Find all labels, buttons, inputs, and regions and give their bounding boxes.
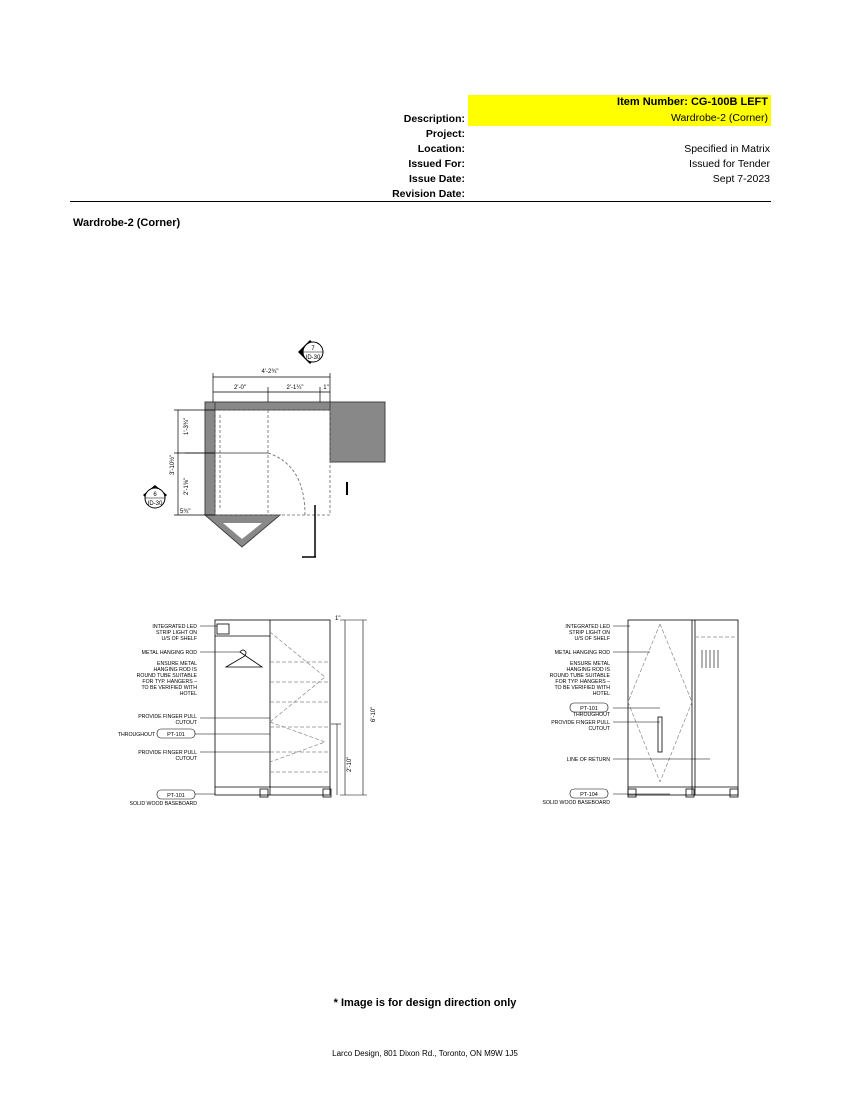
elevation-left-drawing bbox=[105, 612, 390, 812]
footer-address: Larco Design, 801 Dixon Rd., Toronto, ON M9W 1J5 bbox=[332, 1049, 518, 1058]
plan-dim-v-overall: 3'-10½" bbox=[170, 454, 176, 475]
location-value: Specified in Matrix bbox=[684, 143, 770, 155]
section-title: Wardrobe-2 (Corner) bbox=[73, 217, 181, 229]
elev-left-note: STRIP LIGHT ON bbox=[155, 630, 197, 636]
elev-left-tag-1 bbox=[157, 729, 195, 738]
elev-right-note: CUTOUT bbox=[588, 726, 610, 732]
elev-left-note: THROUGHOUT bbox=[117, 732, 155, 738]
elev-left-note: ENSURE METAL bbox=[157, 661, 197, 667]
elev-left-note: ROUND TUBE SUITABLE bbox=[136, 673, 197, 679]
elev-right-tag-text: PT-104 bbox=[580, 792, 598, 798]
marker6-num: 6 bbox=[153, 492, 157, 498]
elev-left-note: INTEGRATED LED bbox=[152, 624, 197, 630]
description-value: Wardrobe-2 (Corner) bbox=[468, 111, 771, 126]
elev-left-note: TO BE VERIFIED WITH bbox=[141, 685, 197, 691]
plan-counter bbox=[205, 402, 332, 410]
header-divider bbox=[70, 201, 771, 202]
elev-right-note: SOLID WOOD BASEBOARD bbox=[542, 800, 610, 806]
elevation-right-drawing bbox=[520, 612, 750, 812]
design-direction-note: * Image is for design direction only bbox=[333, 997, 517, 1009]
marker6-ref: ID-30 bbox=[147, 501, 163, 507]
plan-dim-right: 1" bbox=[323, 385, 329, 391]
section-marker-6 bbox=[143, 485, 167, 508]
elev-right-note: ENSURE METAL bbox=[570, 661, 610, 667]
elev-left-dim-drawer: 2'-10" bbox=[347, 756, 353, 772]
issue-date-label: Issue Date: bbox=[408, 173, 465, 185]
plan-dim-v-mid: 2'-1⅝" bbox=[184, 478, 190, 495]
plan-side-block bbox=[330, 402, 385, 462]
elev-left-note: FOR TYP. HANGERS – bbox=[142, 679, 197, 685]
elev-right-note: FOR TYP. HANGERS – bbox=[555, 679, 610, 685]
elev-left-note: HANGING ROD IS bbox=[153, 667, 197, 673]
elev-right-tag-text: PT-101 bbox=[580, 706, 598, 712]
issue-date-value: Sept 7-2023 bbox=[712, 173, 770, 185]
elev-left-note: U/S OF SHELF bbox=[161, 636, 197, 642]
elev-left-tag-text: PT-101 bbox=[167, 732, 185, 738]
elev-right-note: STRIP LIGHT ON bbox=[568, 630, 610, 636]
elev-left-note: CUTOUT bbox=[175, 756, 197, 762]
elev-left-note: HOTEL bbox=[179, 691, 197, 697]
elev-right-note: ROUND TUBE SUITABLE bbox=[549, 673, 610, 679]
elev-right-note: PROVIDE FINGER PULL bbox=[551, 720, 610, 726]
plan-dim-left: 2'-0" bbox=[234, 385, 246, 391]
elev-right-note: HOTEL bbox=[592, 691, 610, 697]
elev-right-note: LINE OF RETURN bbox=[566, 757, 610, 763]
elev-right-note: TO BE VERIFIED WITH bbox=[554, 685, 610, 691]
elev-left-note: SOLID WOOD BASEBOARD bbox=[129, 801, 197, 807]
revision-date-label: Revision Date: bbox=[392, 188, 465, 200]
elev-left-tag-2 bbox=[157, 790, 195, 799]
issued-for-label: Issued For: bbox=[408, 158, 465, 170]
elev-right-note: INTEGRATED LED bbox=[565, 624, 610, 630]
elev-right-note: METAL HANGING ROD bbox=[554, 650, 610, 656]
elev-right-tag-1 bbox=[570, 703, 608, 712]
plan-dim-v-bot: 5¾" bbox=[180, 509, 191, 515]
description-label: Description: bbox=[403, 113, 465, 125]
plan-dim-v-top: 1'-3¾" bbox=[184, 418, 190, 435]
plan-dim-overall: 4'-2¾" bbox=[261, 369, 279, 375]
project-label: Project: bbox=[425, 128, 465, 140]
elev-left-note: PROVIDE FINGER PULL bbox=[138, 750, 197, 756]
plan-dim-mid: 2'-1¼" bbox=[286, 385, 304, 391]
elev-right-note: U/S OF SHELF bbox=[574, 636, 610, 642]
marker7-num: 7 bbox=[311, 346, 315, 352]
marker7-ref: ID-30 bbox=[305, 355, 321, 361]
elev-left-note: CUTOUT bbox=[175, 720, 197, 726]
elev-right-note: HANGING ROD IS bbox=[566, 667, 610, 673]
elev-left-tag-text: PT-101 bbox=[167, 793, 185, 799]
elev-right-note: THROUGHOUT bbox=[572, 712, 610, 718]
item-number: Item Number: CG-100B LEFT bbox=[468, 95, 771, 111]
elev-left-dim-height: 6'-10" bbox=[371, 706, 377, 722]
elev-right-tag-2 bbox=[570, 789, 608, 798]
issued-for-value: Issued for Tender bbox=[689, 158, 770, 170]
plan-left-wall bbox=[205, 402, 215, 515]
elev-left-note: PROVIDE FINGER PULL bbox=[138, 714, 197, 720]
plan-drawing bbox=[130, 335, 400, 565]
elev-left-dim-top: 1" bbox=[335, 616, 341, 622]
section-marker-7 bbox=[298, 340, 323, 364]
location-label: Location: bbox=[417, 143, 465, 155]
elev-left-note: METAL HANGING ROD bbox=[141, 650, 197, 656]
